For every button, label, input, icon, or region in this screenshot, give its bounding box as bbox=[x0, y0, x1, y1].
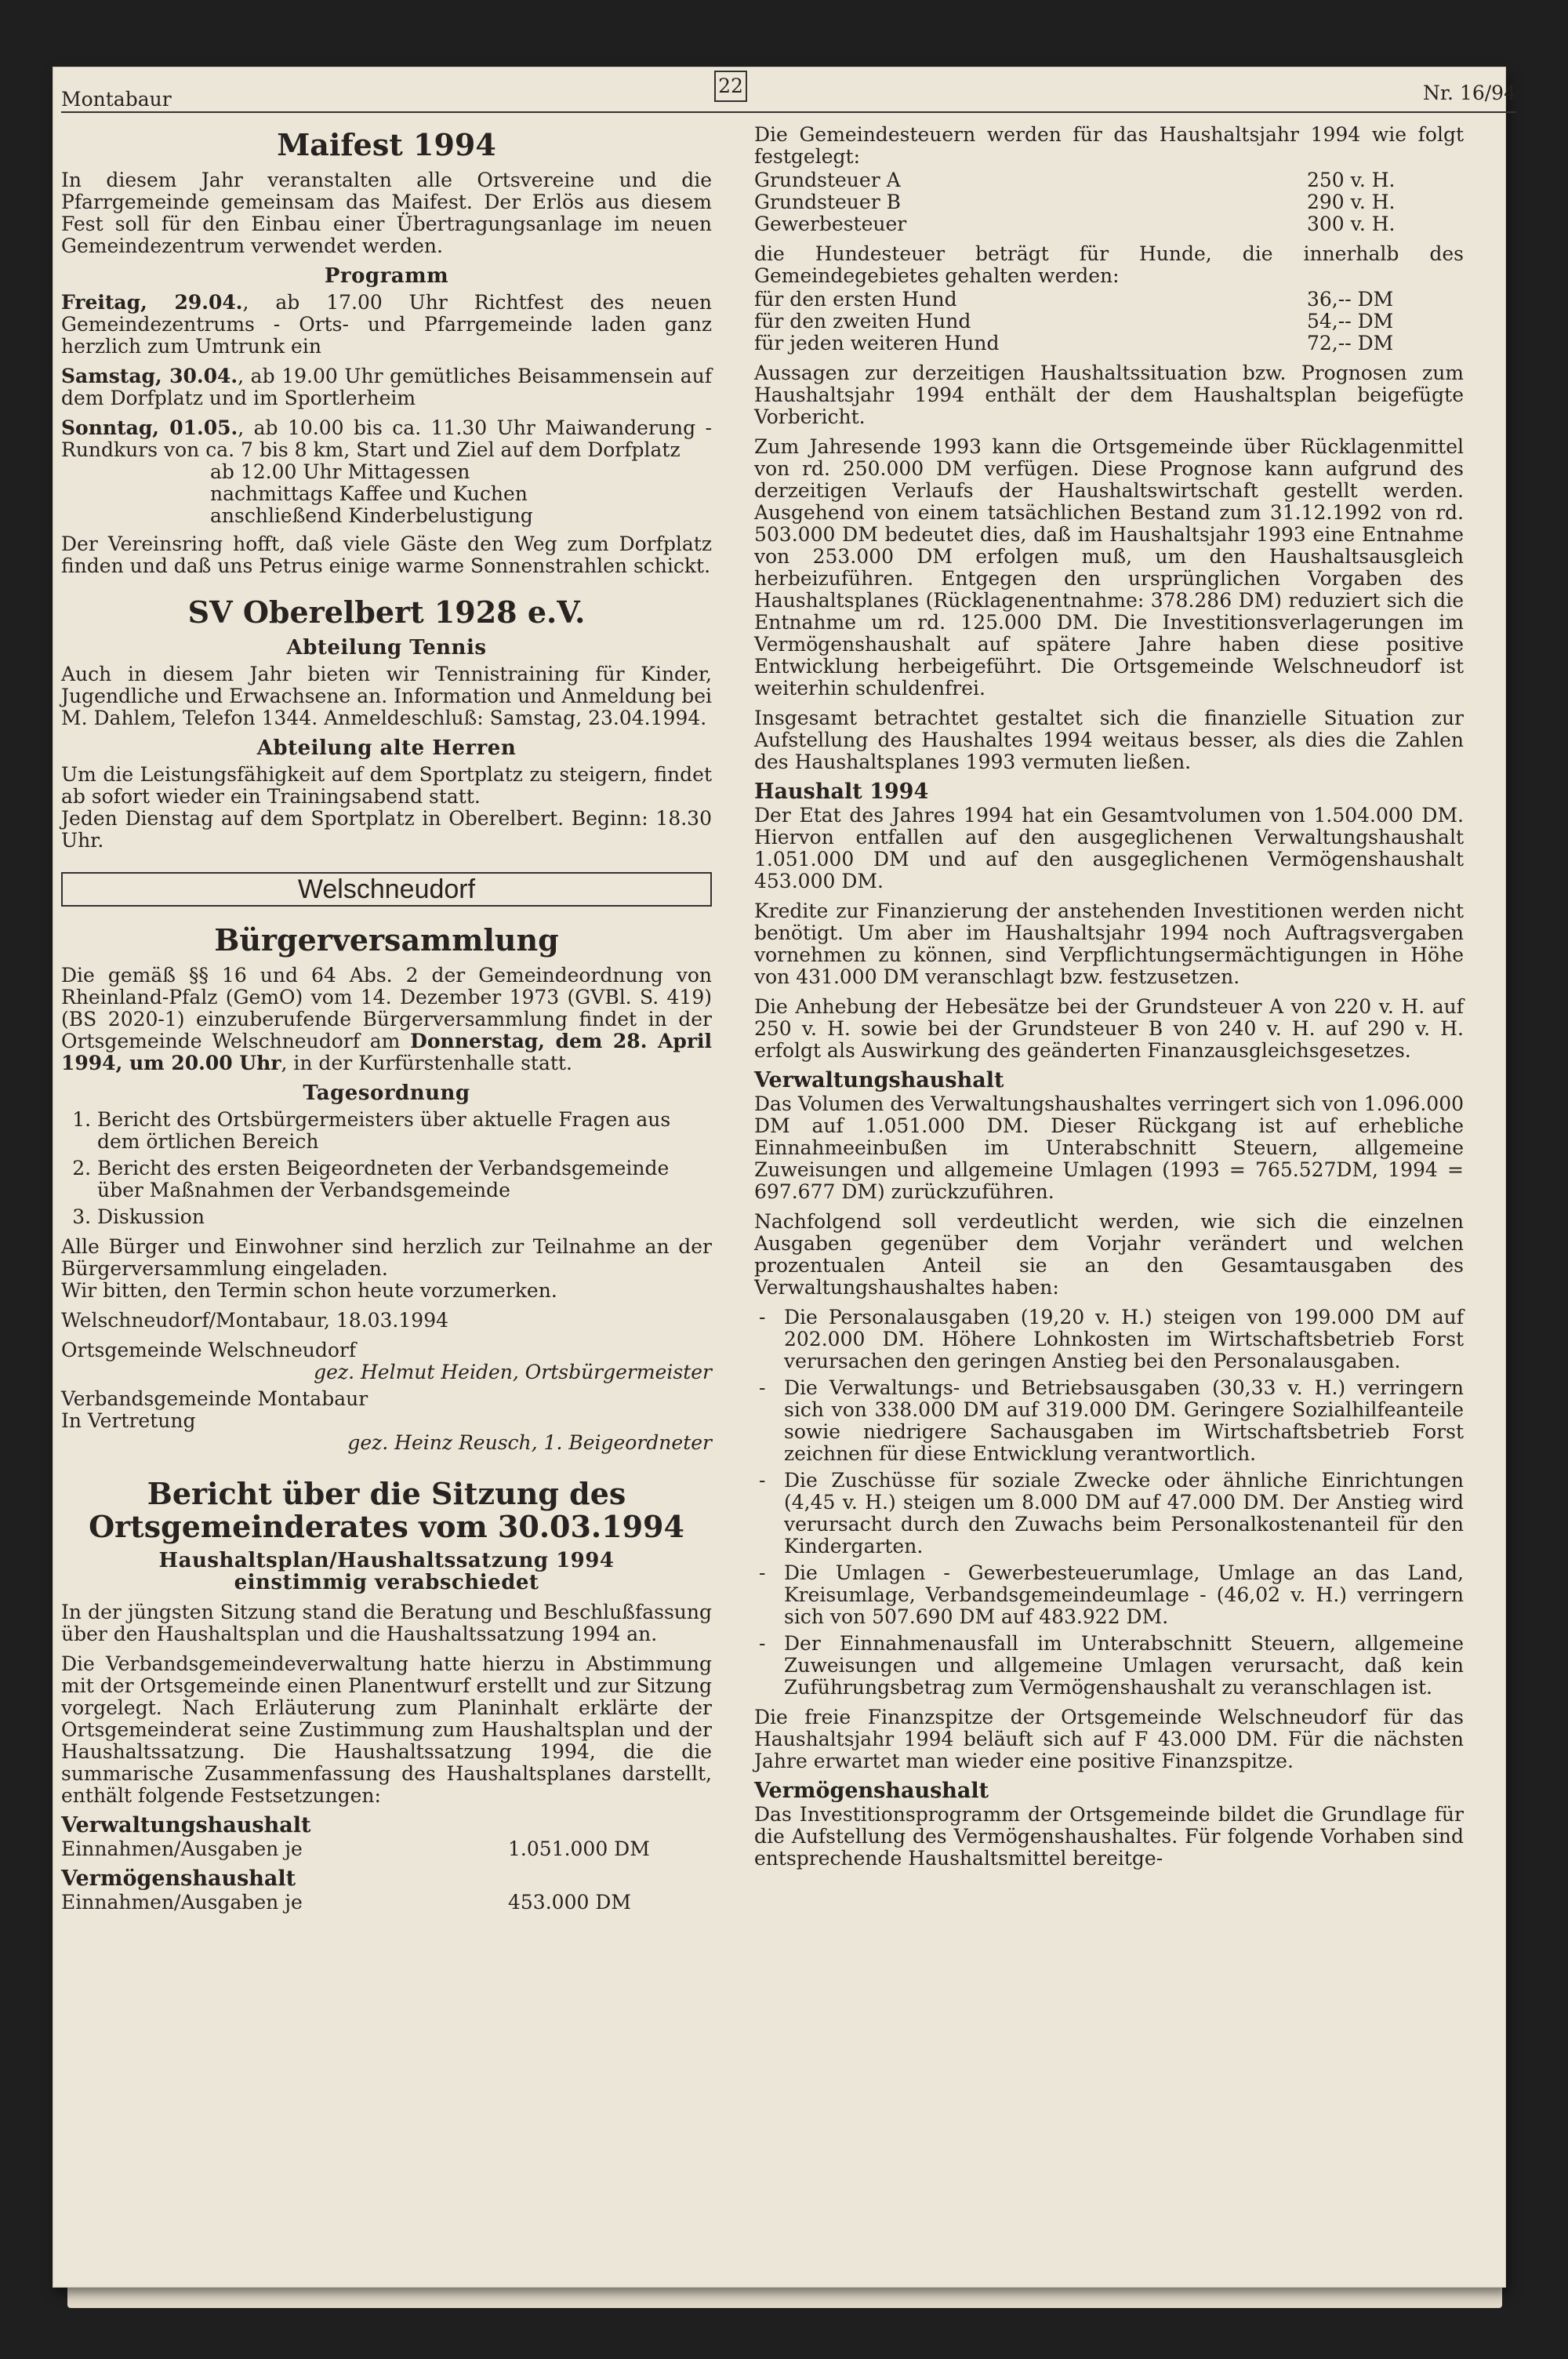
bericht-paragraph-2: Die Verbandsgemeindeverwaltung hatte hierzu in Abstimmung mit der Ortsgemeinde einen Planentwurf erstellt und zur Sitzung vorgelegt. Nach Erläuterung zum Planinhalt erklärte der Ortsgemeinderat seine Zustimmung zum Haushaltsplan und der Haushaltssatzung. Die Haushaltssatzung 1994, die die summarische Zusammenfassung des Haushaltsplanes darstellt, enthält folgende Festsetzungen: bbox=[61, 1652, 712, 1807]
left-column bbox=[61, 124, 712, 1914]
tax-label: Grundsteuer A bbox=[754, 169, 901, 191]
vw-value: 1.051.000 DM bbox=[508, 1837, 650, 1860]
bv-place-date: Welschneudorf/Montabaur, 18.03.1994 bbox=[61, 1309, 449, 1332]
verwaltungshaushalt-heading: Verwaltungshaushalt bbox=[61, 1813, 311, 1837]
bv-signature-2: gez. Heinz Reusch, 1. Beigeordneter bbox=[347, 1431, 712, 1454]
vm-value: 453.000 DM bbox=[508, 1891, 631, 1914]
verwaltungshaushalt-row bbox=[61, 1838, 712, 1860]
tax-intro: Die Gemeindesteuern werden für das Haushaltsjahr 1994 wie folgt festgelegt: bbox=[754, 123, 1464, 168]
sunday-line: anschließend Kinderbelustigung bbox=[210, 504, 533, 527]
herren-heading: Abteilung alte Herren bbox=[256, 736, 517, 760]
dog-tax-row bbox=[754, 333, 1464, 354]
friday-date: Freitag, 29.04. bbox=[61, 291, 243, 314]
dog-tax-label: für jeden weiteren Hund bbox=[754, 332, 1000, 354]
friday-text: , ab 17.00 Uhr Richtfest des neuen Gemeindezentrums - Orts- und Pfarrgemeinde laden ganz herzlich zum Umtrunk ein bbox=[61, 291, 712, 358]
tax-value: 300 v. H. bbox=[1307, 213, 1396, 235]
header-page-number: 22 bbox=[714, 71, 747, 102]
expense-list bbox=[754, 1307, 1464, 1699]
bericht-title-1: Bericht über die Sitzung des bbox=[147, 1476, 626, 1511]
agenda-heading: Tagesordnung bbox=[303, 1081, 470, 1105]
tax-row bbox=[754, 213, 1464, 235]
header-issue: Nr. 16/94 bbox=[1422, 82, 1516, 104]
agenda-list bbox=[61, 1109, 712, 1228]
buergerversammlung-text bbox=[61, 965, 712, 1074]
bericht-subtitle-1: Haushaltsplan/Haushaltssatzung 1994 bbox=[158, 1549, 615, 1572]
sunday-line: ab 12.00 Uhr Mittagessen bbox=[210, 460, 470, 483]
bv-text-end: , in der Kurfürstenhalle statt. bbox=[281, 1052, 572, 1074]
bericht-paragraph-1: In der jüngsten Sitzung stand die Beratung und Beschlußfassung über den Haushaltsplan und die Haushaltssatzung 1994 an. bbox=[61, 1601, 712, 1645]
program-friday bbox=[61, 292, 712, 358]
tax-row bbox=[754, 191, 1464, 213]
paragraph-vw-2: Nachfolgend soll verdeutlicht werden, wie sich die einzelnen Ausgaben gegenüber dem Vorjahr verändert und welchen prozentualen Anteil sie an den Gesamtausgaben des Verwaltungshaushaltes haben: bbox=[754, 1210, 1464, 1299]
saturday-text: , ab 19.00 Uhr gemütliches Beisammensein auf dem Dorfplatz und im Sportlerheim bbox=[61, 365, 712, 409]
tax-row bbox=[754, 169, 1464, 191]
expense-item: - Die Umlagen - Gewerbesteuerumlage, Umlage an das Land, Kreisumlage, Verbandsgemeindeumlage - (46,02 v. H.) verringern sich von 507.690 DM auf 483.922 DM. bbox=[754, 1562, 1464, 1628]
maifest-outro: Der Vereinsring hofft, daß viele Gäste den Weg zum Dorfplatz finden und daß uns Petrus einige warme Sonnenstrahlen schickt. bbox=[61, 533, 712, 577]
program-saturday bbox=[61, 365, 712, 409]
bv-text-plain: Die gemäß §§ 16 und 64 Abs. 2 der Gemeindeordnung von Rheinland-Pfalz (GemO) vom 14. Dezember 1973 (GVBl. S. 419) (BS 2020-1) einzuberufende Bürgerversammlung findet in der Ortsgemeinde Welschneudorf am bbox=[61, 964, 712, 1052]
agenda-item: 1. Bericht des Ortsbürgermeisters über aktuelle Fragen aus dem örtlichen Bereich bbox=[97, 1109, 712, 1153]
paragraph-hebesatz: Die Anhebung der Hebesätze bei der Grundsteuer A von 220 v. H. auf 250 v. H. sowie bei der Grundsteuer B von 240 v. H. auf 290 v. H. erfolgt als Auswirkung des geänderten Finanzausgleichsgesetzes. bbox=[754, 995, 1464, 1062]
paragraph-finanzspitze: Die freie Finanzspitze der Ortsgemeinde Welschneudorf für das Haushaltsjahr 1994 beläuft sich auf F 43.000 DM. Für die nächsten Jahre erwartet man wieder eine positive Finanzspitze. bbox=[754, 1706, 1464, 1772]
dog-tax-row bbox=[754, 289, 1464, 311]
maifest-title: Maifest 1994 bbox=[277, 127, 496, 162]
paragraph-ruecklage: Zum Jahresende 1993 kann die Ortsgemeinde über Rücklagenmittel von rd. 250.000 DM verfügen. Diese Prognose kann aufgrund des derzeitigen Verlaufs der Haushaltswirtschaft gestellt werden. Ausgehend von einem tatsächlichen Bestand zum 31.12.1992 von rd. 503.000 DM bedeutet dies, daß im Haushaltsjahr 1993 eine Entnahme von 253.000 DM erfolgen muß, um den Haushaltsausgleich herbeizuführen. Entgegen den ursprünglichen Vorgaben des Haushaltsplanes (Rücklagenentnahme: 378.286 DM) reduziert sich die Entnahme um rd. 125.000 DM. Die Investitionsverlagerungen im Vermögenshaushalt auf spätere Jahre haben diese positive Entwicklung herbeigeführt. Die Ortsgemeinde Welschneudorf ist weiterhin schuldenfrei. bbox=[754, 435, 1464, 700]
vw-label: Einnahmen/Ausgaben je bbox=[61, 1837, 303, 1860]
paragraph-vw-1: Das Volumen des Verwaltungshaushaltes verringert sich von 1.096.000 DM auf 1.051.000 DM. Dieser Rückgang ist auf erhebliche Einnahmeeinbußen im Unterabschnitt Steuern, allgemeine Zuweisungen und allgemeine Umlagen (1993 = 765.527DM, 1994 = 697.677 DM) zurückzuführen. bbox=[754, 1092, 1464, 1203]
paragraph-etat: Der Etat des Jahres 1994 hat ein Gesamtvolumen von 1.504.000 DM. Hiervon entfallen auf den ausgeglichenen Verwaltungshaushalt 1.051.000 DM und auf den ausgeglichenen Vermögenshaushalt 453.000 DM. bbox=[754, 804, 1464, 892]
maifest-intro: In diesem Jahr veranstalten alle Ortsvereine und die Pfarrgemeinde gemeinsam das Maifest. Der Erlös aus diesem Fest soll für den Einbau einer Übertragungsanlage im neuen Gemeindezentrum verwendet werden. bbox=[61, 169, 712, 257]
dog-tax-intro: die Hundesteuer beträgt für Hunde, die innerhalb des Gemeindegebietes gehalten werden: bbox=[754, 242, 1464, 287]
tax-label: Gewerbesteuer bbox=[754, 213, 907, 235]
header-rule bbox=[61, 111, 1516, 113]
vermoegenshaushalt-heading: Vermögenshaushalt bbox=[61, 1866, 296, 1891]
tennis-text: Auch in diesem Jahr bieten wir Tennistraining für Kinder, Jugendliche und Erwachsene an. Information und Anmeldung bei M. Dahlem, Telefon 1344. Anmeldeschluß: Samstag, 23.04.1994. bbox=[61, 663, 712, 729]
vermoegenshaushalt-row bbox=[61, 1892, 712, 1914]
expense-item: - Die Zuschüsse für soziale Zwecke oder ähnliche Einrichtungen (4,45 v. H.) steigen um 8.000 DM auf 47.000 DM. Der Anstieg wird verursacht durch den Zuwachs beim Personalkostenanteil für den Kindergarten. bbox=[754, 1470, 1464, 1558]
bv-invite: Alle Bürger und Einwohner sind herzlich zur Teilnahme an der Bürgerversammlung eingeladen. bbox=[61, 1235, 712, 1280]
dog-tax-label: für den zweiten Hund bbox=[754, 310, 971, 333]
bv-ortsgemeinde: Ortsgemeinde Welschneudorf bbox=[61, 1339, 357, 1361]
herren-text-2: Jeden Dienstag auf dem Sportplatz in Oberelbert. Beginn: 18.30 Uhr. bbox=[61, 807, 712, 852]
bericht-subtitle-2: einstimmig verabschiedet bbox=[234, 1571, 539, 1594]
program-sunday bbox=[61, 417, 712, 461]
buergerversammlung-title: Bürgerversammlung bbox=[214, 922, 559, 958]
bv-signature-1: gez. Helmut Heiden, Ortsbürgermeister bbox=[314, 1361, 712, 1383]
paragraph-insgesamt: Insgesamt betrachtet gestaltet sich die finanzielle Situation zur Aufstellung des Haushaltes 1994 weitaus besser, als dies die Zahlen des Haushaltsplanes 1993 vermuten ließen. bbox=[754, 707, 1464, 773]
paragraph-prognose: Aussagen zur derzeitigen Haushaltssituation bzw. Prognosen zum Haushaltsjahr 1994 enthält der dem Haushaltsplan beigefügte Vorbericht. bbox=[754, 362, 1464, 428]
bv-verbandsgemeinde: Verbandsgemeinde Montabaur bbox=[61, 1387, 368, 1410]
bv-text-date: Donnerstag, dem 28. April 1994, um 20.00 Uhr bbox=[61, 1030, 713, 1074]
tax-value: 290 v. H. bbox=[1307, 191, 1396, 213]
agenda-item: 2. Bericht des ersten Beigeordneten der Verbandsgemeinde über Maßnahmen der Verbandsgemeinde bbox=[97, 1158, 712, 1201]
tax-value: 250 v. H. bbox=[1307, 169, 1396, 191]
verwaltungshaushalt-heading-right: Verwaltungshaushalt bbox=[754, 1068, 1004, 1092]
sunday-details bbox=[61, 461, 712, 527]
paragraph-kredite: Kredite zur Finanzierung der anstehenden Investitionen werden nicht benötigt. Um aber im Haushaltsjahr 1994 noch Auftragsvergaben vornehmen zu können, sind Verpflichtungsermächtigungen in Höhe von 431.000 DM veranschlagt bzw. festzusetzen. bbox=[754, 900, 1464, 988]
header-place: Montabaur bbox=[61, 88, 172, 111]
dog-tax-value: 54,-- DM bbox=[1307, 310, 1394, 333]
vermoegenshaushalt-heading-right: Vermögenshaushalt bbox=[754, 1779, 989, 1803]
sunday-line: nachmittags Kaffee und Kuchen bbox=[210, 482, 528, 505]
vm-label: Einnahmen/Ausgaben je bbox=[61, 1891, 303, 1914]
right-column bbox=[754, 124, 1464, 1877]
dog-tax-value: 36,-- DM bbox=[1307, 288, 1394, 311]
sunday-date: Sonntag, 01.05. bbox=[61, 416, 238, 439]
expense-item: - Die Verwaltungs- und Betriebsausgaben (30,33 v. H.) verringern sich von 338.000 DM auf 319.000 DM. Geringere Sozialhilfeanteile sowie niedrigere Sachausgaben im Wirtschaftsbetrieb Forst zeichnen für diese Entwicklung verantwortlich. bbox=[754, 1377, 1464, 1465]
paragraph-vm: Das Investitionsprogramm der Ortsgemeinde bildet die Grundlage für die Aufstellung des Vermögenshaushaltes. Für folgende Vorhaben sind entsprechende Haushaltsmittel bereitge- bbox=[754, 1803, 1464, 1870]
bericht-title-2: Ortsgemeinderates vom 30.03.1994 bbox=[89, 1509, 684, 1544]
tax-label: Grundsteuer B bbox=[754, 191, 901, 213]
sunday-text: , ab 10.00 bis ca. 11.30 Uhr Maiwanderung - Rundkurs von ca. 7 bis 8 km, Start und Ziel auf dem Dorfplatz bbox=[61, 416, 712, 461]
bv-reminder: Wir bitten, den Termin schon heute vorzumerken. bbox=[61, 1279, 557, 1302]
bv-vertretung: In Vertretung bbox=[61, 1409, 196, 1432]
dog-tax-label: für den ersten Hund bbox=[754, 288, 957, 311]
sv-title: SV Oberelbert 1928 e.V. bbox=[187, 594, 586, 630]
saturday-date: Samstag, 30.04. bbox=[61, 365, 238, 387]
dog-tax-value: 72,-- DM bbox=[1307, 332, 1394, 354]
section-box-welschneudorf: Welschneudorf bbox=[61, 872, 712, 907]
program-heading: Programm bbox=[324, 264, 449, 288]
dog-tax-row bbox=[754, 311, 1464, 333]
herren-text-1: Um die Leistungsfähigkeit auf dem Sportplatz zu steigern, findet ab sofort wieder ein Trainingsabend statt. bbox=[61, 763, 712, 808]
expense-item: - Die Personalausgaben (19,20 v. H.) steigen von 199.000 DM auf 202.000 DM. Höhere Lohnkosten im Wirtschaftsbetrieb Forst verursachen den geringen Anstieg bei den Personalausgaben. bbox=[754, 1307, 1464, 1372]
haushalt-heading: Haushalt 1994 bbox=[754, 780, 929, 804]
expense-item: - Der Einnahmenausfall im Unterabschnitt Steuern, allgemeine Zuweisungen und allgemeine Umlagen verursacht, daß kein Zuführungsbetrag zum Vermögenshaushalt zu veranschlagen ist. bbox=[754, 1633, 1464, 1699]
tennis-heading: Abteilung Tennis bbox=[286, 636, 487, 660]
agenda-item: 3. Diskussion bbox=[97, 1206, 712, 1228]
